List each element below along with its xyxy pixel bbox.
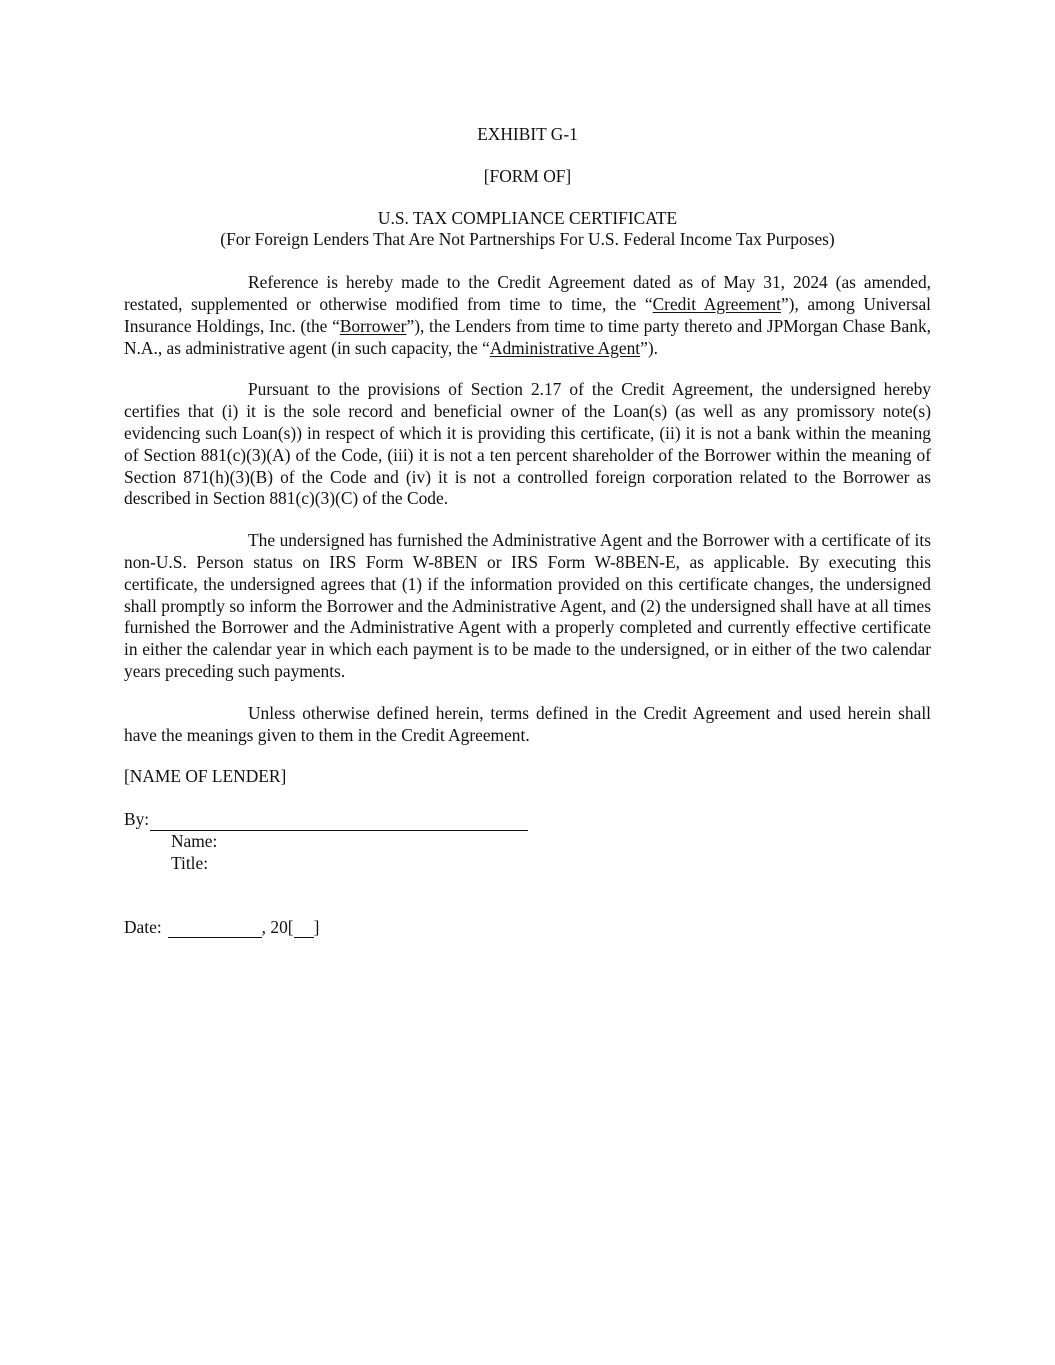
date-label: Date: [124, 916, 162, 937]
certificate-subtitle: (For Foreign Lenders That Are Not Partnerships For U.S. Federal Income Tax Purposes) [220, 229, 835, 250]
reference-text-1: Reference is hereby made to the Credit Agreement dated as of May 31, 2024 (as amended, restated, supplemented or otherwise modified from time to time, the “ [124, 272, 931, 314]
signature-field[interactable] [150, 812, 528, 831]
credit-agreement-term: Credit Agreement [652, 293, 781, 314]
year-prefix: , 20[ [261, 916, 294, 937]
lender-name-placeholder: [NAME OF LENDER] [124, 766, 287, 787]
title-label: Title: [171, 852, 209, 873]
certificate-title: U.S. TAX COMPLIANCE CERTIFICATE [377, 207, 678, 228]
reference-text-4: ”). [640, 337, 658, 358]
name-label: Name: [171, 830, 218, 851]
form-of-heading: [FORM OF] [483, 165, 572, 186]
exhibit-heading: EXHIBIT G-1 [477, 124, 578, 144]
date-field[interactable] [168, 919, 262, 938]
certification-paragraph: Pursuant to the provisions of Section 2.17 of the Credit Agreement, the undersigned hereby certifies that (i) it is the sole record and beneficial owner of the Loan(s) (as well as any promissory note(s) evidencing such Loan(s)) in respect of which it is providing this certificate, (ii) it is not a bank within the meaning of Section 881(c)(3)(A) of the Code, (iii) it is not a ten percent shareholder of the Borrower within the meaning of Section 871(h)(3)(B) of the Code and (iv) it is not a controlled foreign corporation related to the Borrower as described in Section 881(c)(3)(C) of the Code. [124, 379, 931, 509]
definitions-paragraph: Unless otherwise defined herein, terms defined in the Credit Agreement and used herein shall have the meanings given to them in the Credit Agreement. [124, 702, 931, 745]
borrower-term: Borrower [339, 315, 407, 336]
year-field[interactable] [294, 919, 314, 938]
document-page [124, 124, 931, 938]
year-suffix: ] [313, 916, 320, 937]
furnished-paragraph: The undersigned has furnished the Administrative Agent and the Borrower with a certificate of its non-U.S. Person status on IRS Form W-8BEN or IRS Form W-8BEN-E, as applicable. By executing this certificate, the undersigned agrees that (1) if the information provided on this certificate changes, the undersigned shall promptly so inform the Borrower and the Administrative Agent, and (2) the undersigned shall have at all times furnished the Borrower and the Administrative Agent with a properly completed and currently effective certificate in either the calendar year in which each payment is to be made to the undersigned, or in either of the two calendar years preceding such payments. [124, 530, 931, 681]
by-label: By: [124, 809, 150, 830]
date-line [124, 917, 931, 939]
signature-line [124, 809, 931, 831]
administrative-agent-term: Administrative Agent [489, 337, 641, 358]
reference-text-3: ”), the Lenders from time to time party thereto and JPMorgan Chase Bank, N.A., as administrative agent (in such capacity, the “ [124, 315, 931, 358]
reference-paragraph [124, 272, 931, 359]
reference-text-2: ”), among Universal Insurance Holdings, Inc. (the “ [124, 293, 931, 336]
